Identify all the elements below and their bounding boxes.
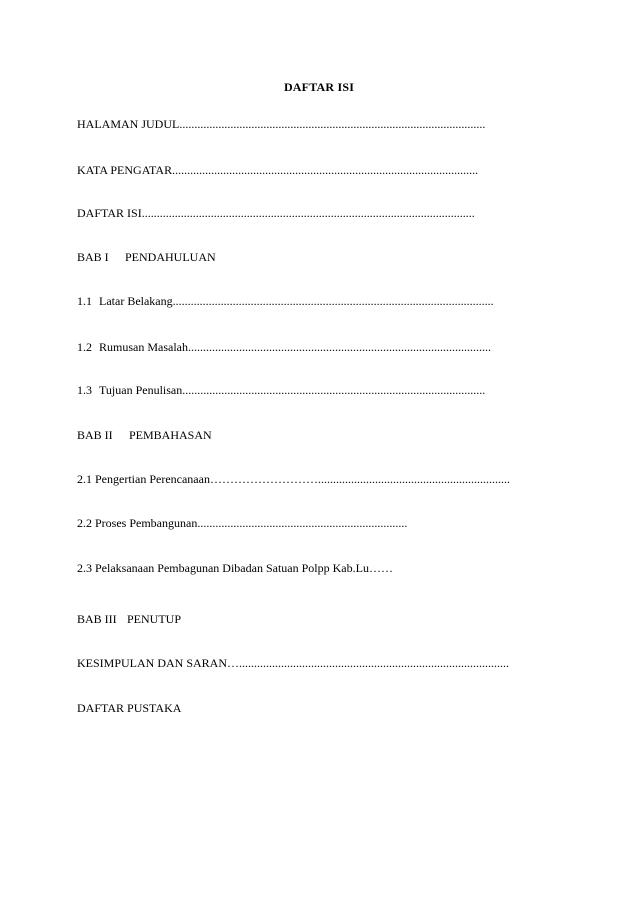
toc-chapter-bab-2 bbox=[77, 428, 212, 442]
toc-leader: …… bbox=[368, 561, 393, 575]
toc-entry-kesimpulan-dan-saran bbox=[77, 656, 509, 670]
toc-leader: ............................................................................................................... bbox=[141, 206, 475, 220]
toc-entry-halaman-judul bbox=[77, 117, 485, 131]
toc-leader: ………………………................................................................ bbox=[209, 472, 510, 486]
toc-leader: ..................................................................................................... bbox=[188, 340, 491, 354]
toc-entry-text: DAFTAR ISI bbox=[77, 206, 142, 220]
section-number: 1.2 bbox=[77, 340, 92, 354]
chapter-title: PENDAHULUAN bbox=[125, 250, 216, 264]
toc-entry-text: KATA PENGATAR bbox=[77, 163, 173, 177]
chapter-title: PEMBAHASAN bbox=[129, 428, 212, 442]
toc-entry-2-2 bbox=[77, 516, 407, 530]
toc-entry-text: 2.3 Pelaksanaan Pembagunan Dibadan Satuan Polpp Kab.Lu bbox=[77, 561, 369, 575]
toc-entry-kata-pengatar bbox=[77, 163, 478, 177]
toc-leader: ..................................................................................................... bbox=[182, 383, 486, 397]
toc-entry-text: Tujuan Penulisan bbox=[99, 383, 183, 397]
toc-entry-daftar-isi bbox=[77, 206, 475, 220]
toc-entry-2-1 bbox=[77, 472, 510, 486]
toc-entry-text: HALAMAN JUDUL bbox=[77, 117, 180, 131]
toc-leader: ........................................................................................................... bbox=[172, 294, 494, 308]
toc-leader: ...................................................................... bbox=[197, 516, 408, 530]
chapter-label: BAB I bbox=[77, 250, 109, 264]
toc-entry-daftar-pustaka bbox=[77, 701, 181, 715]
toc-entry-1-3 bbox=[77, 383, 485, 397]
toc-entry-1-1 bbox=[77, 294, 494, 308]
chapter-label: BAB III bbox=[77, 612, 117, 626]
chapter-title: PENUTUP bbox=[127, 612, 182, 626]
toc-leader: ...................................................................................................... bbox=[172, 163, 479, 177]
toc-entry-text: DAFTAR PUSTAKA bbox=[77, 701, 182, 715]
page-title: DAFTAR ISI bbox=[283, 80, 355, 94]
chapter-label: BAB II bbox=[77, 428, 113, 442]
toc-leader: ….......................................................................................... bbox=[227, 656, 510, 670]
toc-entry-1-2 bbox=[77, 340, 491, 354]
toc-chapter-bab-3 bbox=[77, 612, 181, 626]
toc-chapter-bab-1 bbox=[77, 250, 216, 264]
toc-entry-text: 2.1 Pengertian Perencanaan bbox=[77, 472, 210, 486]
toc-entry-text: Rumusan Masalah bbox=[99, 340, 188, 354]
toc-entry-text: KESIMPULAN DAN SARAN bbox=[77, 656, 228, 670]
section-number: 1.1 bbox=[77, 294, 92, 308]
section-number: 1.3 bbox=[77, 383, 92, 397]
toc-entry-2-3 bbox=[77, 561, 393, 575]
toc-entry-text: 2.2 Proses Pembangunan bbox=[77, 516, 198, 530]
toc-entry-text: Latar Belakang bbox=[99, 294, 173, 308]
toc-leader: ...................................................................................................... bbox=[179, 117, 486, 131]
